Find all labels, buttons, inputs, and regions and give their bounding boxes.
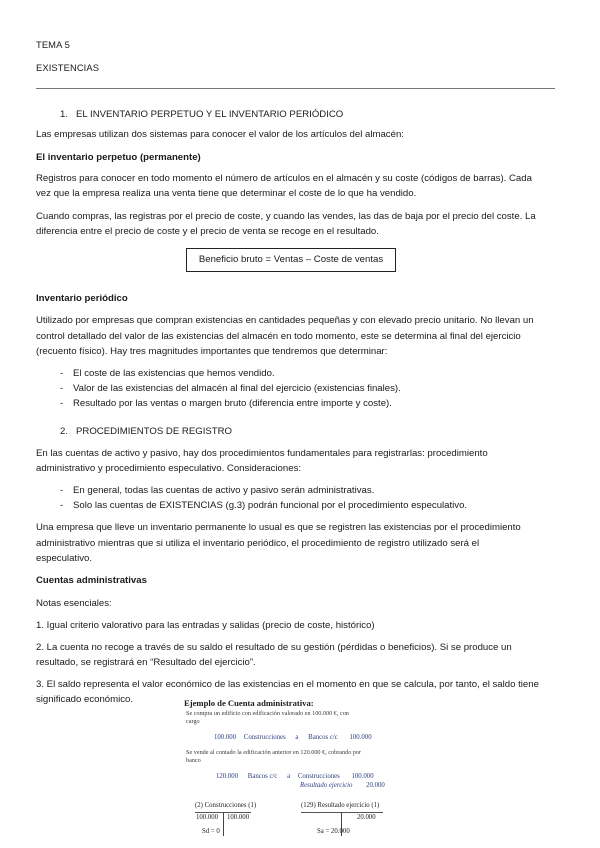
periodic-line-3: (recuento físico). Hay tres magnitudes importantes que tendremos que determinar:: [36, 346, 388, 357]
section-2-paragraph-2-line-1: Una empresa que lleve un inventario permanente lo usual es que se registren las existencias por el procedimiento: [36, 522, 521, 533]
t-account-construcciones-title: (2) Construcciones (1): [195, 801, 251, 813]
t-account-construcciones-credit: 100.000: [227, 814, 250, 821]
example-title: Ejemplo de Cuenta administrativa:: [184, 698, 314, 708]
t-account-construcciones-debit: 100.000: [196, 814, 219, 821]
entry-1-to: a: [295, 734, 299, 741]
entry-1-account-a: Construcciones: [243, 734, 286, 741]
t-account-resultado-title: (129) Resultado ejercicio (1): [301, 801, 383, 813]
topic-label: TEMA 5: [36, 39, 70, 50]
t-account-resultado-balance: Sa = 20.000: [317, 828, 350, 835]
entry-2-to: a: [287, 773, 291, 780]
section-2-paragraph-line-2: administrativo y procedimiento especulativo. Consideraciones:: [36, 463, 302, 474]
section-2-paragraph-2-line-3: especulativo.: [36, 553, 92, 564]
note-2-line-2: resultado, se registrará en “Resultado del ejercicio”.: [36, 657, 256, 668]
header-divider: [36, 88, 555, 89]
document-page: TEMA 5 EXISTENCIAS 1. EL INVENTARIO PERPETUO Y EL INVENTARIO PERIÓDICO Las empresas utilizan dos sistemas para conocer el valor de los artículos del almacén: El inventario perpetuo (permanente) Registros para conocer en todo momento el número de artículos en el almacén y su coste (códigos de barras). Cada vez que la empresa realiza una venta tiene que determinar el coste de lo que ha vendido. Cuando compras, las registras por el precio de coste, y cuando las vendes, las das de baja por el precio del coste. La diferencia entre el precio de coste y el precio de venta se recoge en el resultado. Beneficio bruto = Ventas – Coste de ventas Inventario periódico Utilizado por empresas que compran existencias en cantidades pequeñas y con elevado precio unitario. No llevan un control detallado del valor de las existencias del almacén en todo momento, este se determina al final del ejercicio (recuento físico). Hay tres magnitudes importantes que tendremos que determinar: - El coste de las existencias que hemos vendido. - Valor de las existencias del almacén al final del ejercicio (existencias finales). - Resultado por las ventas o margen bruto (diferencia entre importe y coste). 2. PROCEDIMIENTOS DE REGISTRO En las cuentas de activo y pasivo, hay dos procedimientos fundamentales para registrarlas: procedimiento administrativo y procedimiento especulativo. Consideraciones: - En general, todas las cuentas de activo y pasivo serán administrativas. - Solo las cuentas de EXISTENCIAS (g.3) podrán funcional por el procedimiento especulativo. Una empresa que lleve un inventario permanente lo usual es que se registren las existencias por el procedimiento administrativo mientras que si utiliza el inventario periódico, el procedimiento de registro utilizado será el especulativo. Cuentas administrativas Notas esenciales: 1. Igual criterio valorativo para las entradas y salidas (precio de coste, histórico) 2. La cuenta no recoge a través de su saldo el resultado de su gestión (pérdidas o beneficios). Si se produce un resultado, se registrará en “Resultado del ejercicio”. 3. El saldo representa el valor económico de las existencias en el momento en que se calcula, por tanto, el saldo tiene significado económico. Ejemplo de Cuenta administrativa: Se compra un edificio con edificación valorado en 100.000 €, con cargo 100.000 Construcciones a Bancos c/c 100.000 Se vende al contado la edificación anterior en 120.000 €, cobrando por banco 120.000 Bancos c/c a Construcciones 100.000 Resultado ejercicio 20.000 (2) Construcciones (1) 100.000 100.000 Sd = 0 (129) Resultado ejercicio (1) 20.000 Sa = 20.000: [0, 0, 600, 848]
note-3-line-1: 3. El saldo representa el valor económico de las existencias en el momento en que se calcula, por tanto, el saldo tiene: [36, 679, 539, 690]
entry-2-credit: 100.000: [351, 773, 374, 780]
section-2-paragraph-line-1: En las cuentas de activo y pasivo, hay dos procedimientos fundamentales para registrarlas: procedimiento: [36, 448, 488, 459]
example-figure: [170, 694, 420, 844]
t-account-construcciones-divider: [223, 812, 224, 836]
section-2-title: PROCEDIMIENTOS DE REGISTRO: [76, 426, 233, 437]
section-2-paragraph-2-line-2: administrativo mientras que si utiliza el inventario periódico, el procedimiento de registro utilizado será el: [36, 538, 480, 549]
t-account-construcciones-balance: Sd = 0: [202, 828, 220, 835]
topic-subtitle: EXISTENCIAS: [36, 62, 100, 73]
perpetual-paragraph-1-line-1: Registros para conocer en todo momento el número de artículos en el almacén y su coste (códigos de barras). Cada: [36, 173, 532, 184]
t-account-resultado-credit: 20.000: [357, 814, 376, 821]
entry-2-result-label: Resultado ejercicio: [300, 782, 353, 789]
entry-1-debit: 100.000: [214, 734, 237, 741]
example-line-2b: banco: [186, 757, 201, 764]
periodic-line-1: Utilizado por empresas que compran existencias en cantidades pequeñas y con elevado precio unitario. No llevan un: [36, 315, 534, 326]
perpetual-heading: El inventario perpetuo (permanente): [36, 152, 201, 163]
periodic-line-2: control detallado del valor de las existencias del almacén en todo momento, este se determina al final del ejercicio: [36, 331, 521, 342]
journal-entry-1: [214, 733, 372, 744]
notes-label: Notas esenciales:: [36, 598, 112, 609]
admin-heading: Cuentas administrativas: [36, 575, 147, 586]
section-1-title: EL INVENTARIO PERPETUO Y EL INVENTARIO PERIÓDICO: [76, 109, 344, 120]
note-1: 1. Igual criterio valorativo para las entradas y salidas (precio de coste, histórico): [36, 620, 375, 631]
note-2-line-1: 2. La cuenta no recoge a través de su saldo el resultado de su gestión (pérdidas o beneficios). Si se produce un: [36, 642, 512, 653]
perpetual-paragraph-1-line-2: vez que la empresa realiza una venta tiene que determinar el coste de lo que ha vendido.: [36, 188, 417, 199]
journal-entry-2-result: [300, 781, 385, 792]
periodic-heading: Inventario periódico: [36, 293, 128, 304]
entry-2-account-b: Construcciones: [297, 773, 340, 780]
perpetual-paragraph-2-line-2: diferencia entre el precio de coste y el precio de venta se recoge en el resultado.: [36, 226, 379, 237]
entry-2-account-a: Bancos c/c: [247, 773, 278, 780]
note-3-line-2: significado económico.: [36, 694, 134, 705]
perpetual-paragraph-2-line-1: Cuando compras, las registras por el precio de coste, y cuando las vendes, las das de baja por el precio del coste. La: [36, 211, 536, 222]
example-line-2a: Se vende al contado la edificación anterior en 120.000 €, cobrando por: [186, 749, 362, 756]
example-line-1b: cargo: [186, 718, 200, 725]
formula-text: Beneficio bruto = Ventas – Coste de ventas: [198, 253, 384, 265]
entry-1-account-b: Bancos c/c: [308, 734, 338, 741]
entry-2-debit: 120.000: [216, 773, 239, 780]
entry-1-credit: 100.000: [349, 734, 372, 741]
entry-2-result-value: 20.000: [366, 782, 385, 789]
section-2-number: 2.: [60, 426, 69, 437]
formula-box: [186, 248, 396, 272]
section-1-number: 1.: [60, 109, 69, 120]
section-1-intro: Las empresas utilizan dos sistemas para conocer el valor de los artículos del almacén:: [36, 129, 404, 140]
example-line-1a: Se compra un edificio con edificación valorado en 100.000 €, con: [186, 710, 349, 717]
